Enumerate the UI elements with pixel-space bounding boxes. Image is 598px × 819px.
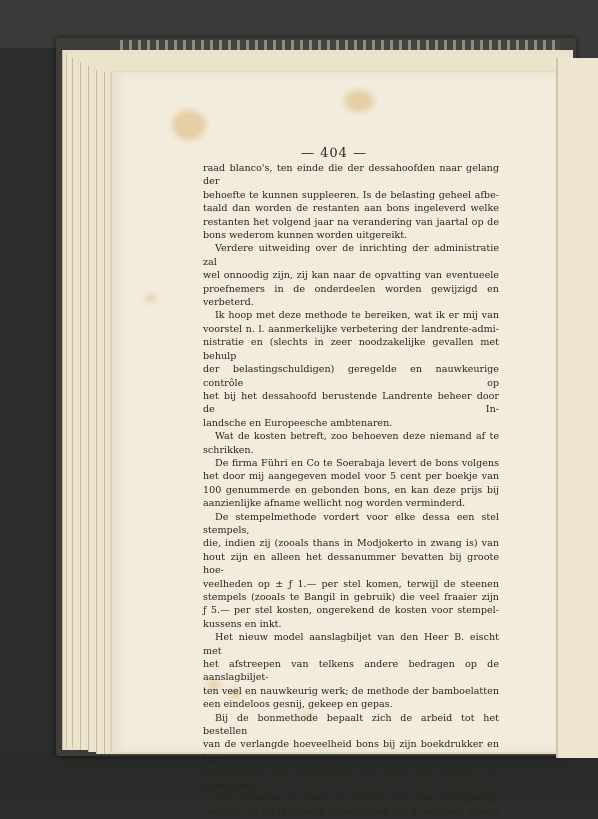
text-line: contrôle op de landrente afbetalingen uit te oefenen, zooals [203,806,499,818]
text-line: van de verlangde hoeveelheid bons bij zijn boekdrukker en het [203,739,499,764]
facing-page-edge [556,58,598,758]
text-line: het bij het dessahoofd berustende Landrente beheer door de In- [203,390,499,416]
text-line: voorstel n. l. aanmerkelijke verbetering der landrente-admi- [203,323,499,335]
foxing-spot [344,90,374,112]
text-line: ten veel en nauwkeurig werk; de methode der bamboelatten [203,685,499,697]
foxing-spot [172,110,206,140]
text-line: De firma Führi en Co te Soerabaja levert de bons volgens [215,457,499,469]
text-line: Bij de bonmethode bepaalt zich de arbeid tot het bestellen [203,712,499,738]
text-line: Den inlander in staat te stellen zelf eene werkdadige [215,793,499,805]
text-line: die, indien zij (zooals thans in Modjokerto in zwang is) van [203,538,499,550]
text-line: schrikken. [203,444,254,456]
text-line: bons wederom kunnen worden uitgereikt. [203,230,408,242]
body-text [203,162,499,819]
text-line: Ik hoop met deze methode te bereiken, wat ik er mij van [215,310,499,322]
text-line: Verdere uitweiding over de inrichting der administratie zal [203,243,499,268]
text-line: der belastingschuldigen) geregelde en nauwkeurige contrôle op [203,364,499,389]
text-line: het afstreepen van telkens andere bedragen op de aanslagbiljet- [203,659,499,684]
text-line: proefnemers in de onderdeelen worden gewijzigd en verbeterd. [203,283,499,309]
text-line: wel onnoodig zijn, zij kan naar de opvatting van eventueele [203,270,499,282]
text-line: aanzienlijke afname wellicht nog worden verminderd. [203,498,466,510]
text-line: Het nieuw model aanslagbiljet van den Heer B. eischt met [203,632,499,657]
text-line: bestempelen of beschrijven er van met jaartal en dessanaam. [203,766,499,791]
text-line: het door mij aangegeven model voor 5 cent per boekje van [203,471,499,483]
text-line: hout zijn en alleen het dessanummer bevatten bij groote hoe- [203,551,499,577]
text-line: een eindeloos gesnij, gekeep en gepas. [203,699,393,711]
text-line: De stempelmethode vordert voor elke dessa een stel stempels, [203,511,499,536]
text-line: nistratie en (slechts in zeer noodzakelijke gevallen met behulp [203,337,499,362]
text-line: Wat de kosten betreft, zoo behoeven deze niemand af te [215,431,499,443]
text-line: restanten het volgend jaar na verandering van jaartal op de [203,216,499,228]
cover-edge-pattern [120,40,560,50]
page-number: — 404 — [300,146,368,161]
text-line: 100 genummerde en gebonden bons, en kan deze prijs bij [203,484,499,496]
foxing-spot [146,294,156,302]
text-line: behoefte te kunnen suppleeren. Is de belasting geheel afbe- [203,189,499,201]
text-line: raad blanco's, ten einde die der dessahoofden naar gelang der [203,163,499,188]
text-line: landsche en Europeesche ambtenaren. [203,417,393,429]
text-line: veelheden op ± ƒ 1.— per stel komen, terwijl de steenen [203,578,499,590]
text-line: stempels (zooals te Bangil in gebruik) die veel fraaier zijn [203,592,499,603]
text-line: ƒ 5.— per stel kosten, ongerekend de kosten voor stempel- [203,605,499,617]
text-line: taald dan worden de restanten aan bons ingeleverd welke [203,203,499,215]
text-line: kussens en inkt. [203,618,282,630]
